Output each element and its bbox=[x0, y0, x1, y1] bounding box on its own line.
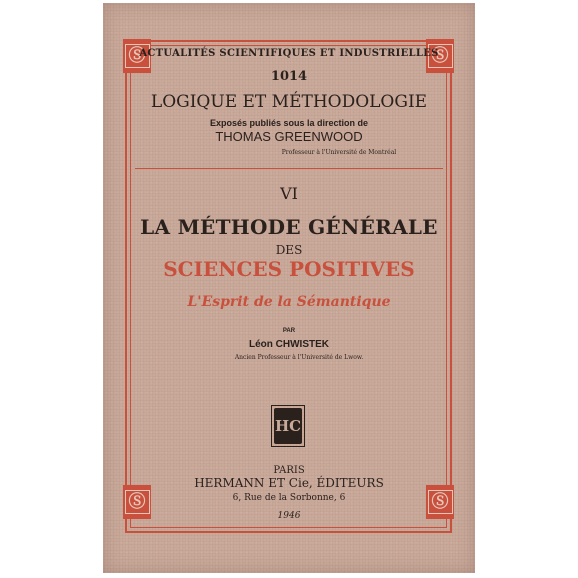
series-title: ACTUALITÉS SCIENTIFIQUES ET INDUSTRIELLES bbox=[139, 48, 439, 59]
direction-line: Exposés publiés sous la direction de bbox=[209, 118, 369, 128]
series-number: 1014 bbox=[270, 69, 308, 84]
volume-number: VI bbox=[280, 184, 298, 203]
subtitle: L'Esprit de la Sémantique bbox=[187, 294, 391, 310]
publisher-city: PARIS bbox=[273, 465, 305, 476]
publication-year: 1946 bbox=[277, 511, 301, 521]
corner-ornament-bottom-left: Ⓢ bbox=[123, 485, 151, 519]
author-name: Léon CHWISTEK bbox=[249, 339, 329, 350]
collection-title: LOGIQUE ET MÉTHODOLOGIE bbox=[150, 92, 428, 112]
book-title-line3: SCIENCES POSITIVES bbox=[163, 257, 415, 281]
corner-ornament-top-left: Ⓢ bbox=[123, 39, 151, 73]
book-title-line1: LA MÉTHODE GÉNÉRALE bbox=[140, 215, 438, 239]
by-label: PAR bbox=[282, 328, 296, 334]
publisher-name: HERMANN ET Cie, ÉDITEURS bbox=[194, 476, 384, 490]
corner-ornament-bottom-right: Ⓢ bbox=[426, 485, 454, 519]
director-title: Professeur à l'Université de Montréal bbox=[281, 149, 397, 156]
corner-ornament-top-right: Ⓢ bbox=[426, 39, 454, 73]
book-title-line2: DES bbox=[275, 243, 303, 257]
publisher-logo-icon bbox=[274, 408, 302, 444]
author-title: Ancien Professeur à l'Université de Lwow. bbox=[234, 354, 364, 361]
publisher-logo-text: HC bbox=[274, 417, 302, 435]
publisher-address: 6, Rue de la Sorbonne, 6 bbox=[232, 493, 346, 503]
director-name: THOMAS GREENWOOD bbox=[215, 129, 363, 144]
divider-top bbox=[135, 168, 443, 169]
book-cover bbox=[103, 3, 475, 573]
